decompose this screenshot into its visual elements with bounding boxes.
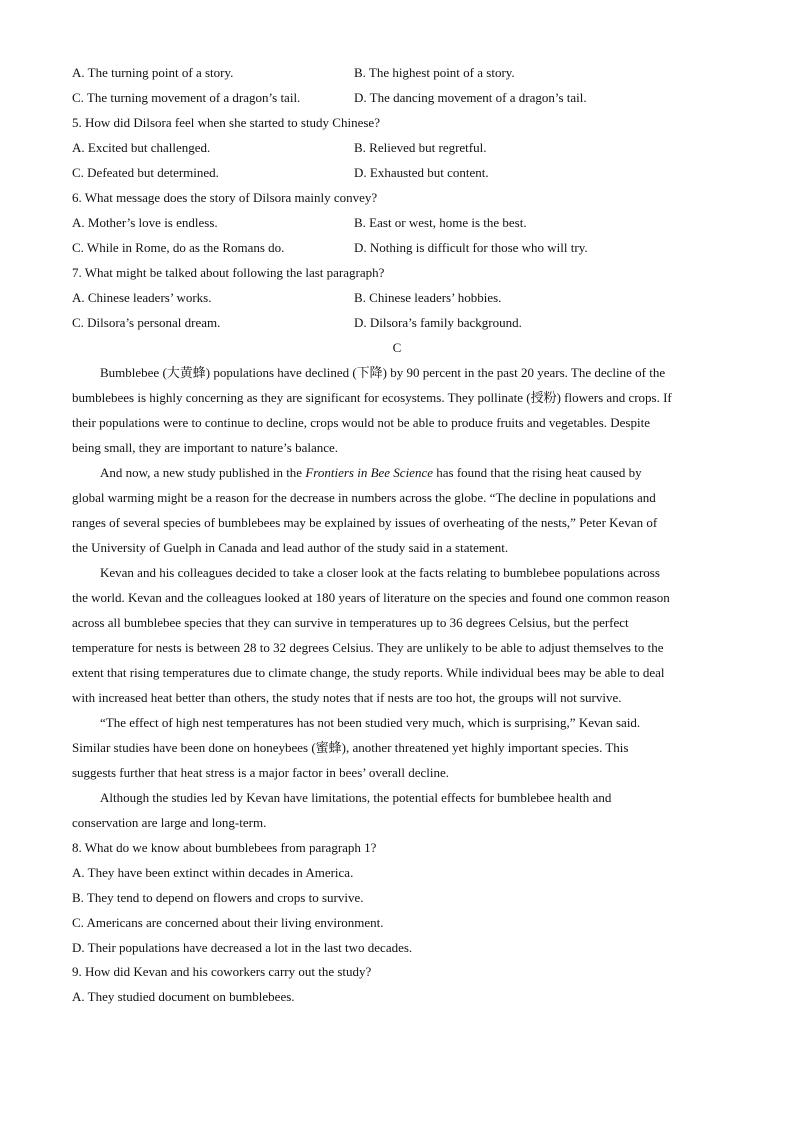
q8-option-a: A. They have been extinct within decades in America. [72,865,354,880]
q6-option-d: D. Nothing is difficult for those who will try. [354,240,588,255]
q4-option-a: A. The turning point of a story. [72,65,234,80]
q8-option-c: C. Americans are concerned about their living environment. [72,915,384,930]
q5-stem: 5. How did Dilsora feel when she started to study Chinese? [72,115,380,130]
q5-option-a: A. Excited but challenged. [72,140,211,155]
q9-option-a: A. They studied document on bumblebees. [72,989,295,1004]
p3-line-6: with increased heat better than others, the study notes that if nests are too hot, the groups will not survive. [72,690,622,705]
p3-line-4: temperature for nests is between 28 to 32 degrees Celsius. They are unlikely to be able to adjust themselves to the [72,640,664,655]
q9-stem: 9. How did Kevan and his coworkers carry out the study? [72,964,372,979]
q7-option-c: C. Dilsora’s personal dream. [72,315,221,330]
p4-line-3: suggests further that heat stress is a major factor in bees’ overall decline. [72,765,449,780]
q6-option-b: B. East or west, home is the best. [354,215,527,230]
p1-line-4: being small, they are important to nature’s balance. [72,440,339,455]
q8-option-b: B. They tend to depend on flowers and crops to survive. [72,890,364,905]
p5-line-2: conservation are large and long-term. [72,815,267,830]
p4-line-1: “The effect of high nest temperatures has not been studied very much, which is surprising,” Kevan said. [100,715,641,730]
q4-option-c: C. The turning movement of a dragon’s tail. [72,90,301,105]
q8-option-d: D. Their populations have decreased a lot in the last two decades. [72,940,413,955]
q5-option-b: B. Relieved but regretful. [354,140,487,155]
p3-line-3: across all bumblebee species that they can survive in temperatures up to 36 degrees Celsius, but the perfect [72,615,629,630]
q5-option-c: C. Defeated but determined. [72,165,219,180]
p2-text-pre: And now, a new study published in the [100,465,306,480]
q7-option-b: B. Chinese leaders’ hobbies. [354,290,502,305]
journal-title: Frontiers in Bee Science [305,465,433,480]
p2-line-4: the University of Guelph in Canada and lead author of the study said in a statement. [72,540,509,555]
q6-stem: 6. What message does the story of Dilsora mainly convey? [72,190,378,205]
p1-line-2: bumblebees is highly concerning as they are significant for ecosystems. They pollinate (授粉) flowers and crops. If [72,390,672,405]
q8-stem: 8. What do we know about bumblebees from paragraph 1? [72,840,377,855]
p3-line-2: the world. Kevan and the colleagues looked at 180 years of literature on the species and found one common reason [72,590,670,605]
p2-text-post: has found that the rising heat caused by [433,465,642,480]
q7-option-d: D. Dilsora’s family background. [354,315,522,330]
p3-line-5: extent that rising temperatures due to climate change, the study reports. While individual bees may be able to deal [72,665,665,680]
p2-line-2: global warming might be a reason for the decrease in numbers across the globe. “The decline in populations and [72,490,656,505]
p3-line-1: Kevan and his colleagues decided to take a closer look at the facts relating to bumblebee populations across [100,565,660,580]
p2-line-1 [100,465,642,481]
p2-line-3: ranges of several species of bumblebees may be explained by issues of overheating of the nests,” Peter Kevan of [72,515,658,530]
p1-line-1: Bumblebee (大黄蜂) populations have declined (下降) by 90 percent in the past 20 years. The decline of the [100,365,666,380]
q6-option-a: A. Mother’s love is endless. [72,215,218,230]
q4-option-d: D. The dancing movement of a dragon’s tail. [354,90,587,105]
q6-option-c: C. While in Rome, do as the Romans do. [72,240,285,255]
q7-stem: 7. What might be talked about following the last paragraph? [72,265,385,280]
p4-line-2: Similar studies have been done on honeybees (蜜蜂), another threatened yet highly important species. This [72,740,629,755]
q5-option-d: D. Exhausted but content. [354,165,489,180]
p5-line-1: Although the studies led by Kevan have limitations, the potential effects for bumblebee health and [100,790,612,805]
section-heading: C [392,340,402,355]
q7-option-a: A. Chinese leaders’ works. [72,290,212,305]
p1-line-3: their populations were to continue to decline, crops would not be able to produce fruits and vegetables. Despite [72,415,650,430]
q4-option-b: B. The highest point of a story. [354,65,515,80]
